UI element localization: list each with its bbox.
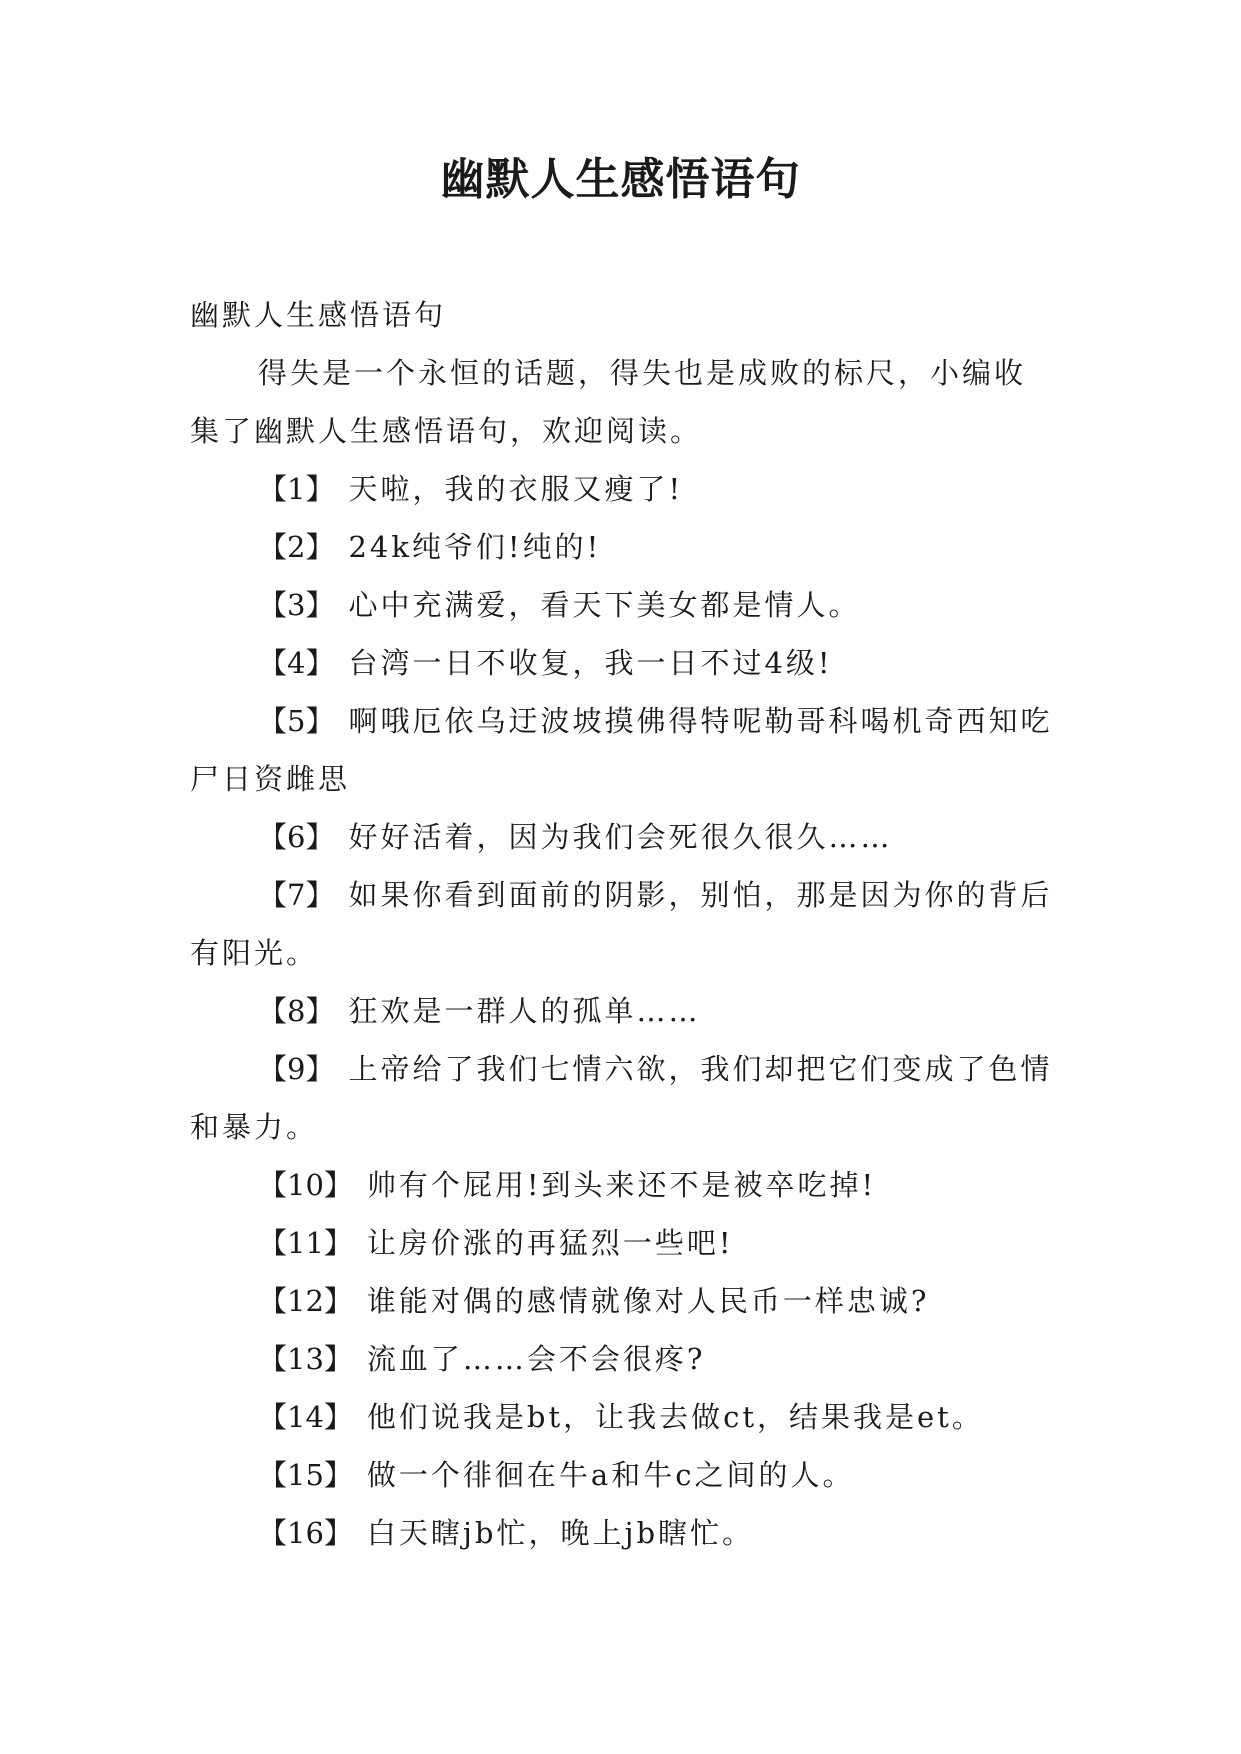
list-item-7 (190, 866, 1054, 982)
item-number: 【9】 (258, 1052, 335, 1086)
list-item-10 (190, 1156, 1054, 1214)
item-number: 【11】 (258, 1226, 353, 1260)
item-text: 啊哦厄依乌迂波坡摸佛得特呢勒哥科喝机奇西知吃尸日资雌思 (190, 704, 1053, 796)
item-text: 让房价涨的再猛烈一些吧! (366, 1226, 734, 1260)
item-text: 流血了……会不会很疼? (366, 1342, 706, 1376)
item-number: 【15】 (258, 1458, 353, 1492)
list-item-2 (190, 518, 1054, 576)
list-item-13 (190, 1330, 1054, 1388)
item-text: 狂欢是一群人的孤单…… (348, 994, 701, 1028)
page-title: 幽默人生感悟语句 (440, 154, 801, 205)
item-number: 【12】 (258, 1284, 353, 1318)
item-number: 【16】 (258, 1516, 353, 1550)
item-number: 【6】 (258, 820, 335, 854)
item-number: 【7】 (258, 878, 335, 912)
item-text: 心中充满爱，看天下美女都是情人。 (348, 588, 861, 622)
section-heading: 幽默人生感悟语句 (190, 298, 447, 332)
document-body (190, 286, 1054, 1562)
item-number: 【4】 (258, 646, 335, 680)
item-text: 做一个徘徊在牛a和牛c之间的人。 (366, 1458, 855, 1492)
item-number: 【14】 (258, 1400, 353, 1434)
intro-paragraph: 得失是一个永恒的话题，得失也是成败的标尺，小编收集了幽默人生感悟语句，欢迎阅读。 (190, 356, 1027, 448)
item-number: 【1】 (258, 472, 335, 506)
item-number: 【8】 (258, 994, 335, 1028)
item-text: 上帝给了我们七情六欲，我们却把它们变成了色情和暴力。 (190, 1052, 1053, 1144)
item-text: 台湾一日不收复，我一日不过4级! (348, 646, 833, 680)
list-item-14 (190, 1388, 1054, 1446)
item-number: 【10】 (258, 1168, 353, 1202)
list-item-4 (190, 634, 1054, 692)
list-item-16 (190, 1504, 1054, 1562)
list-item-6 (190, 808, 1054, 866)
item-text: 白天瞎jb忙，晚上jb瞎忙。 (366, 1516, 755, 1550)
item-number: 【13】 (258, 1342, 353, 1376)
list-item-3 (190, 576, 1054, 634)
item-text: 谁能对偶的感情就像对人民币一样忠诚? (366, 1284, 930, 1318)
item-number: 【5】 (258, 704, 335, 738)
list-item-5 (190, 692, 1054, 808)
item-number: 【3】 (258, 588, 335, 622)
item-text: 好好活着，因为我们会死很久很久…… (348, 820, 893, 854)
list-item-1 (190, 460, 1054, 518)
item-text: 天啦，我的衣服又瘦了! (348, 472, 684, 506)
item-text: 24k纯爷们!纯的! (348, 530, 602, 564)
list-item-11 (190, 1214, 1054, 1272)
list-item-12 (190, 1272, 1054, 1330)
list-item-8 (190, 982, 1054, 1040)
item-text: 帅有个屁用!到头来还不是被卒吃掉! (366, 1168, 877, 1202)
item-number: 【2】 (258, 530, 335, 564)
item-text: 如果你看到面前的阴影，别怕，那是因为你的背后有阳光。 (190, 878, 1053, 970)
list-item-15 (190, 1446, 1054, 1504)
list-item-9 (190, 1040, 1054, 1156)
item-text: 他们说我是bt，让我去做ct，结果我是et。 (366, 1400, 984, 1434)
